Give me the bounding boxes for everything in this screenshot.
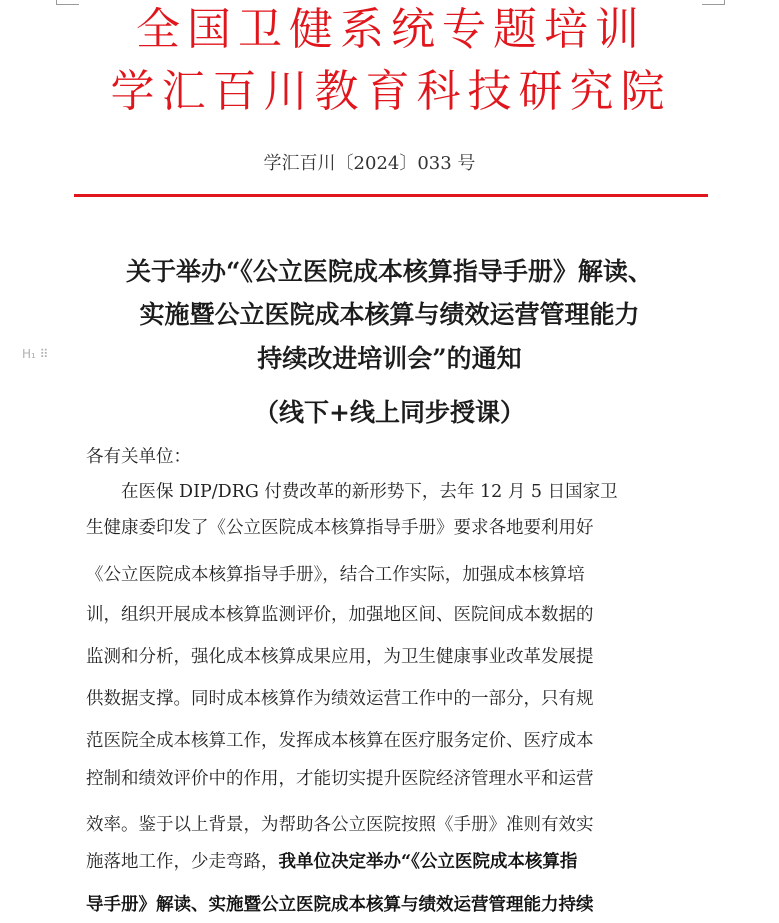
body-bold-text: 我单位决定举办“《公立医院成本核算指: [278, 852, 578, 872]
body-text: 施落地工作，少走弯路，: [86, 852, 279, 872]
paragraph-drag-handle-icon[interactable]: H₁ ⠿: [22, 347, 49, 361]
body-line: 在医保 DIP/DRG 付费改革的新形势下，去年 12 月 5 日国家卫: [86, 482, 618, 502]
body-line-bold: [86, 892, 594, 918]
body-line: 监测和分析，强化成本核算成果应用，为卫生健康事业改革发展提: [86, 647, 594, 667]
notice-title-line3: 持续改进培训会”的通知: [257, 344, 522, 373]
body-line: 训，组织开展成本核算监测评价，加强地区间、医院间成本数据的: [86, 605, 594, 625]
body-bold-text: 导手册》解读、实施暨公立医院成本核算与绩效运营管理能力持续: [86, 895, 594, 915]
red-header-title-line2: 学汇百川教育科技研究院: [110, 66, 672, 117]
body-line: 生健康委印发了《公立医院成本核算指导手册》要求各地要利用好: [86, 518, 594, 538]
notice-title-line2: 实施暨公立医院成本核算与绩效运营管理能力: [139, 300, 640, 329]
body-line: 供数据支撑。同时成本核算作为绩效运营工作中的一部分，只有规: [86, 689, 594, 709]
body-line: 《公立医院成本核算指导手册》，结合工作实际，加强成本核算培: [86, 565, 585, 585]
notice-title-line1: 关于举办“《公立医院成本核算指导手册》解读、: [126, 257, 653, 286]
red-header-rule: [74, 194, 708, 197]
red-header-title-line1: 全国卫健系统专题培训: [136, 4, 646, 55]
document-number: 学汇百川〔2024〕033 号: [263, 153, 476, 174]
salutation: 各有关单位：: [86, 447, 191, 467]
body-line: 效率。鉴于以上背景，为帮助各公立医院按照《手册》准则有效实: [86, 815, 594, 835]
body-line: 范医院全成本核算工作，发挥成本核算在医疗服务定价、医疗成本: [86, 731, 594, 751]
body-line: 控制和绩效评价中的作用，才能切实提升医院经济管理水平和运营: [86, 769, 594, 789]
notice-subtitle: （线下+线上同步授课）: [254, 398, 525, 427]
body-line-mixed: [86, 849, 577, 875]
